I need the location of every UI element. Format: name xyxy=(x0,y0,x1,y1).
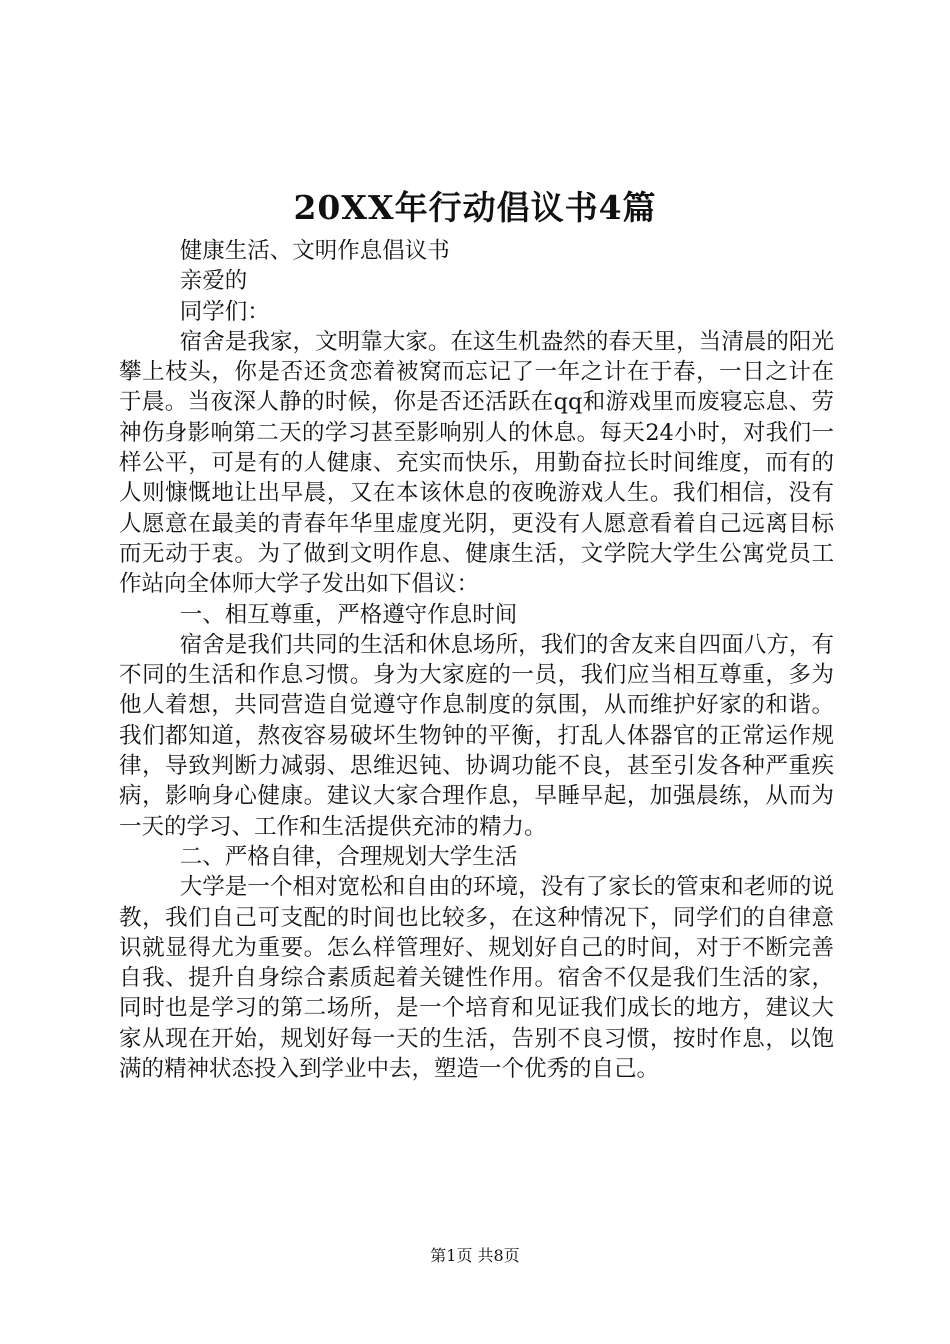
section-heading-2: 二、严格自律，合理规划大学生活 xyxy=(179,843,518,870)
subtitle-line: 健康生活、文明作息倡议书 xyxy=(179,238,450,264)
document-title: 20XX年行动倡议书4篇 xyxy=(293,188,657,227)
page-number-footer: 第1页 共8页 xyxy=(430,1246,520,1265)
section-heading-1: 一、相互尊重，严格遵守作息时间 xyxy=(179,601,518,628)
section-paragraph-2: 大学是一个相对宽松和自由的环境，没有了家长的管束和老师的说教，我们自己可支配的时间也比较多，在这种情况下，同学们的自律意识就显得尤为重要。怎么样管理好、规划好自己的时间，对于不断完善自我、提升自身综合素质起着关键性作用。宿舍不仅是我们生活的家，同时也是学习的第二场所，是一个培育和见证我们成长的地方，建议大家从现在开始，规划好每一天的生活，告别不良习惯，按时作息，以饱满的精神状态投入到学业中去，塑造一个优秀的自己。 xyxy=(119,874,834,1083)
document-body xyxy=(119,236,834,1084)
salutation-line-2: 同学们： xyxy=(179,298,270,325)
salutation-line-1: 亲爱的 xyxy=(179,268,248,295)
intro-paragraph: 宿舍是我家，文明靠大家。在这生机盎然的春天里，当清晨的阳光攀上枝头，你是否还贪恋着被窝而忘记了一年之计在于春，一日之计在于晨。当夜深人静的时候，你是否还活跃在qq和游戏里而废寝忘息、劳神伤身影响第二天的学习甚至影响别人的休息。每天24小时，对我们一样公平，可是有的人健康、充实而快乐，用勤奋拉长时间维度，而有的人则慷慨地让出早晨，又在本该休息的夜晚游戏人生。我们相信，没有人愿意在最美的青春年华里虚度光阴，更没有人愿意看着自己远离目标而无动于衷。为了做到文明作息、健康生活，文学院大学生公寓党员工作站向全体师大学子发出如下倡议： xyxy=(119,328,834,598)
section-paragraph-1: 宿舍是我们共同的生活和休息场所，我们的舍友来自四面八方，有不同的生活和作息习惯。身为大家庭的一员，我们应当相互尊重，多为他人着想，共同营造自觉遵守作息制度的氛围，从而维护好家的和谐。我们都知道，熬夜容易破坏生物钟的平衡，打乱人体器官的正常运作规律，导致判断力减弱、思维迟钝、协调功能不良，甚至引发各种严重疾病，影响身心健康。建议大家合理作息，早睡早起，加强晨练，从而为一天的学习、工作和生活提供充沛的精力。 xyxy=(119,631,834,840)
